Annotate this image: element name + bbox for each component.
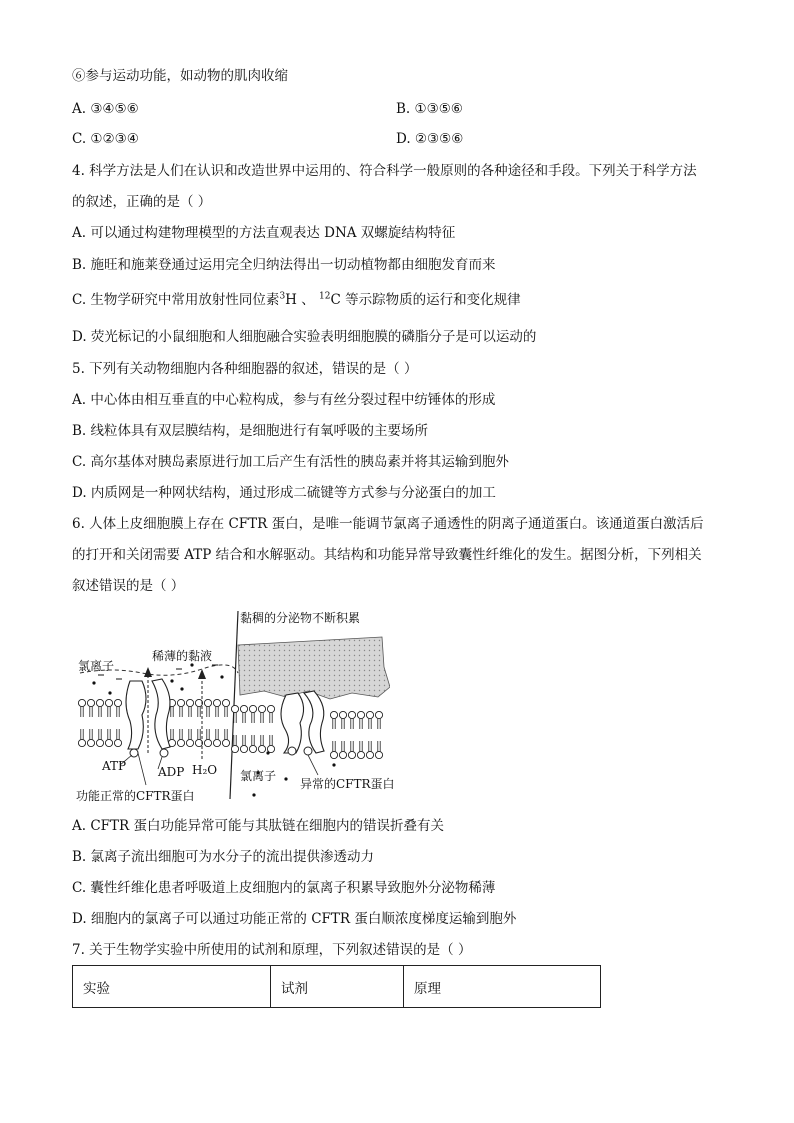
q5-option-d: D. 内质网是一种网状结构，通过形成二硫键等方式参与分泌蛋白的加工 [72,485,496,501]
phospholipid-head [339,751,346,758]
phospholipid-head [348,751,355,758]
atp-site [160,749,168,757]
phospholipid-head [96,699,103,706]
phospholipid-head [114,739,121,746]
phospholipid-head [222,739,229,746]
phospholipid-head [87,699,94,706]
pointer-line [138,753,146,785]
phospholipid-head [114,699,121,706]
table-header-cell: 原理 [404,966,601,1008]
q4c-text-post: C 等示踪物质的运行和变化规律 [330,292,521,308]
table-header-row [73,966,601,1008]
phospholipid-head [357,751,364,758]
label-chloride-left: 氯离子 [78,659,115,673]
label-chloride-right: 氯离子 [240,769,277,783]
phospholipid-head [177,739,184,746]
cftr-diagram [72,603,395,808]
phospholipid-head [348,711,355,718]
label-normal-cftr: 功能正常的CFTR蛋白 [76,789,195,803]
phospholipid-bilayer [78,699,382,758]
q4-stem-line1: 4. 科学方法是人们在认识和改造世界中运用的、符合科学一般原则的各种途径和手段。下列关于科学方法 [72,163,697,179]
phospholipid-head [186,739,193,746]
q4c-text-pre: C. 生物学研究中常用放射性同位素 [72,292,280,308]
phospholipid-head [258,705,265,712]
q3-option-d: D. ②③⑤⑥ [396,131,464,147]
phospholipid-head [339,711,346,718]
phospholipid-head [249,705,256,712]
phospholipid-head [213,739,220,746]
phospholipid-head [357,711,364,718]
phospholipid-head [231,705,238,712]
q5-option-c: C. 高尔基体对胰岛素原进行加工后产生有活性的胰岛素并将其运输到胞外 [72,454,509,470]
table-header-cell: 试剂 [271,966,404,1008]
q6-option-a: A. CFTR 蛋白功能异常可能与其肽链在细胞内的错误折叠有关 [72,818,444,834]
phospholipid-head [375,751,382,758]
phospholipid-head [204,699,211,706]
q3-option-c: C. ①②③④ [72,131,139,147]
phospholipid-head [231,745,238,752]
table-header-cell: 实验 [73,966,271,1008]
phospholipid-head [78,699,85,706]
phospholipid-head [330,711,337,718]
label-thick-mucus: 黏稠的分泌物不断积累 [240,611,361,625]
phospholipid-head [366,711,373,718]
label-atp: ATP [102,759,127,773]
normal-cftr-protein [126,681,146,749]
phospholipid-head [330,751,337,758]
experiment-table [72,965,601,1008]
phospholipid-head [375,711,382,718]
q6-stem-line2: 的打开和关闭需要 ATP 结合和水解驱动。其结构和功能异常导致囊性纤维化的发生。据图分析，下列相关 [72,547,702,563]
pointer-line [308,755,318,775]
atp-site [288,747,296,755]
thick-mucus-region [238,637,390,699]
q6-option-d: D. 细胞内的氯离子可以通过功能正常的 CFTR 蛋白顺浓度梯度运输到胞外 [72,911,517,927]
label-adp: ADP [158,765,185,779]
phospholipid-head [105,699,112,706]
phospholipid-head [78,739,85,746]
phospholipid-head [105,739,112,746]
q6-option-c: C. 囊性纤维化患者呼吸道上皮细胞内的氯离子积累导致胞外分泌物稀薄 [72,880,496,896]
q4-option-c [72,291,521,309]
q6-option-b: B. 氯离子流出细胞可为水分子的流出提供渗透动力 [72,849,375,865]
phospholipid-head [366,751,373,758]
q4-option-b: B. 施旺和施莱登通过运用完全归纳法得出一切动植物都由细胞发育而来 [72,257,496,273]
q4-option-d: D. 荧光标记的小鼠细胞和人细胞融合实验表明细胞膜的磷脂分子是可以运动的 [72,329,537,345]
label-h2o: H₂O [192,763,218,777]
divider-line [230,611,238,799]
phospholipid-head [213,699,220,706]
phospholipid-head [267,705,274,712]
phospholipid-head [240,705,247,712]
phospholipid-head [204,739,211,746]
arrow-head [144,667,152,677]
abnormal-cftr-protein-right [304,691,324,753]
atp-site [304,747,312,755]
q4c-superscript-12: 12 [319,291,331,302]
q4c-text-mid: H 、 [285,292,315,308]
phospholipid-head [222,699,229,706]
q6-stem-line1: 6. 人体上皮细胞膜上存在 CFTR 蛋白，是唯一能调节氯离子通透性的阴离子通道蛋白。该通道蛋白激活后 [72,516,704,532]
phospholipid-head [87,739,94,746]
q5-option-b: B. 线粒体具有双层膜结构，是细胞进行有氧呼吸的主要场所 [72,423,429,439]
arrow-head [198,669,206,679]
option-text: ⑥参与运动功能，如动物的肌肉收缩 [72,68,288,84]
q3-option-b: B. ①③⑤⑥ [396,101,463,117]
q5-stem: 5. 下列有关动物细胞内各种细胞器的叙述，错误的是（ ） [72,361,418,377]
phospholipid-head [177,699,184,706]
q5-option-a: A. 中心体由相互垂直的中心粒构成，参与有丝分裂过程中纺锤体的形成 [72,392,496,408]
q4c-superscript-3: 3 [279,291,286,302]
q6-stem-line3: 叙述错误的是（ ） [72,578,185,594]
label-abnormal-cftr: 异常的CFTR蛋白 [300,777,395,791]
q4-option-a: A. 可以通过构建物理模型的方法直观表达 DNA 双螺旋结构特征 [72,225,456,241]
q4-stem-line2: 的叙述，正确的是（ ） [72,194,212,210]
phospholipid-head [249,745,256,752]
label-thin-mucus: 稀薄的黏液 [152,649,213,663]
phospholipid-head [258,745,265,752]
phospholipid-head [96,739,103,746]
phospholipid-head [240,745,247,752]
abnormal-cftr-protein [281,693,304,753]
q3-option-a: A. ③④⑤⑥ [72,101,139,117]
normal-cftr-protein-right [152,679,170,749]
q7-stem: 7. 关于生物学实验中所使用的试剂和原理，下列叙述错误的是（ ） [72,942,472,958]
phospholipid-head [186,699,193,706]
